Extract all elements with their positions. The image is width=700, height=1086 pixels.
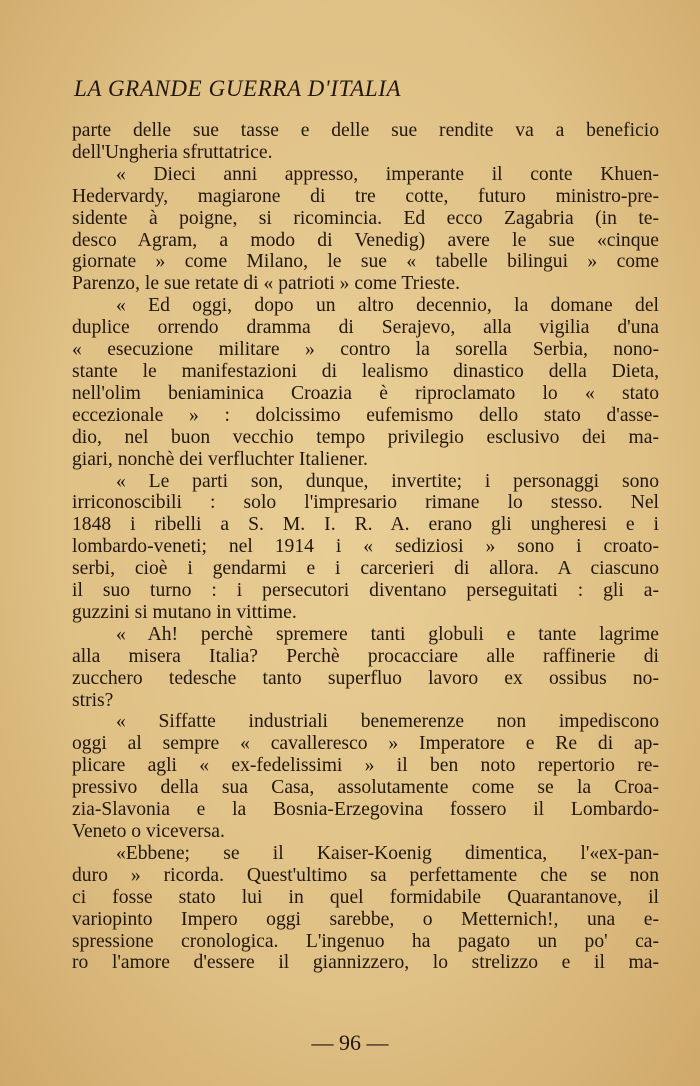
body-text xyxy=(72,120,659,974)
text-line: oggi al sempre « cavalleresco » Imperatore e Re di ap- xyxy=(72,733,659,755)
text-line: lombardo-veneti; nel 1914 i « sediziosi » sono i croato- xyxy=(72,536,659,558)
page-number: — 96 — xyxy=(311,1030,389,1055)
text-line: 1848 i ribelli a S. M. I. R. A. erano gli ungheresi e i xyxy=(72,514,659,536)
text-line: zucchero tedesche tanto superfluo lavoro ex ossibus no- xyxy=(72,667,659,689)
text-line: nell'olim beniaminica Croazia è riproclamato lo « stato xyxy=(72,382,659,404)
text-line: « Le parti son, dunque, invertite; i personaggi sono xyxy=(116,470,659,492)
text-line: «Ebbene; se il Kaiser-Koenig dimentica, l'«ex-pan- xyxy=(116,842,659,864)
text-line: duplice orrendo dramma di Serajevo, alla vigilia d'una xyxy=(72,317,659,339)
text-line: sidente à poigne, si ricomincia. Ed ecco Zagabria (in te- xyxy=(72,207,659,229)
text-line: Veneto o viceversa. xyxy=(72,821,225,842)
text-line: Hedervardy, magiarone di tre cotte, futuro ministro-pre- xyxy=(72,185,659,207)
text-line: spressione cronologica. L'ingenuo ha pagato un po' ca- xyxy=(72,930,659,952)
text-line: « Dieci anni appresso, imperante il conte Khuen- xyxy=(116,163,659,185)
text-line: eccezionale » : dolcissimo eufemismo dello stato d'asse- xyxy=(72,404,659,426)
text-line: plicare agli « ex-fedelissimi » il ben noto repertorio re- xyxy=(72,755,659,777)
text-line: irriconoscibili : solo l'impresario rimane lo stesso. Nel xyxy=(72,492,659,514)
text-line: zia-Slavonia e la Bosnia-Erzegovina fossero il Lombardo- xyxy=(72,799,659,821)
text-line: Parenzo, le sue retate di « patrioti » come Trieste. xyxy=(72,273,460,295)
text-line: giari, nonchè dei verfluchter Italiener. xyxy=(72,448,368,470)
text-line: stris? xyxy=(72,689,114,711)
running-header: LA GRANDE GUERRA D'ITALIA xyxy=(74,76,402,101)
text-line: desco Agram, a modo di Venedig) avere le sue «cinque xyxy=(72,229,659,251)
text-line: alla misera Italia? Perchè procacciare alle raffinerie di xyxy=(72,645,659,667)
text-line: giornate » come Milano, le sue « tabelle bilingui » come xyxy=(72,251,659,273)
text-line: pressivo della sua Casa, assolutamente come se la Croa- xyxy=(72,777,659,799)
text-line: « Ed oggi, dopo un altro decennio, la domane del xyxy=(116,295,659,317)
text-line: « Ah! perchè spremere tanti globuli e tante lagrime xyxy=(116,623,659,645)
text-line: il suo turno : i persecutori diventano perseguitati : gli a- xyxy=(72,580,659,602)
text-line: variopinto Impero oggi sarebbe, o Metternich!, una e- xyxy=(72,908,659,930)
text-line: « Siffatte industriali benemerenze non impediscono xyxy=(116,711,659,733)
text-line: guzzini si mutano in vittime. xyxy=(72,601,297,623)
text-line: ci fosse stato lui in quel formidabile Quarantanove, il xyxy=(72,886,659,908)
text-line: duro » ricorda. Quest'ultimo sa perfettamente che se non xyxy=(72,864,659,886)
text-line: dio, nel buon vecchio tempo privilegio esclusivo dei ma- xyxy=(72,426,659,448)
text-line: « esecuzione militare » contro la sorella Serbia, nono- xyxy=(72,339,659,361)
text-line: dell'Ungheria sfruttatrice. xyxy=(72,141,273,163)
text-line: parte delle sue tasse e delle sue rendite va a beneficio xyxy=(72,120,659,141)
text-line: ro l'amore d'essere il giannizzero, lo strelizzo e il ma- xyxy=(72,952,659,974)
text-line: serbi, cioè i gendarmi e i carcerieri di allora. A ciascuno xyxy=(72,558,659,580)
text-line: stante le manifestazioni di lealismo dinastico della Dieta, xyxy=(72,360,659,382)
